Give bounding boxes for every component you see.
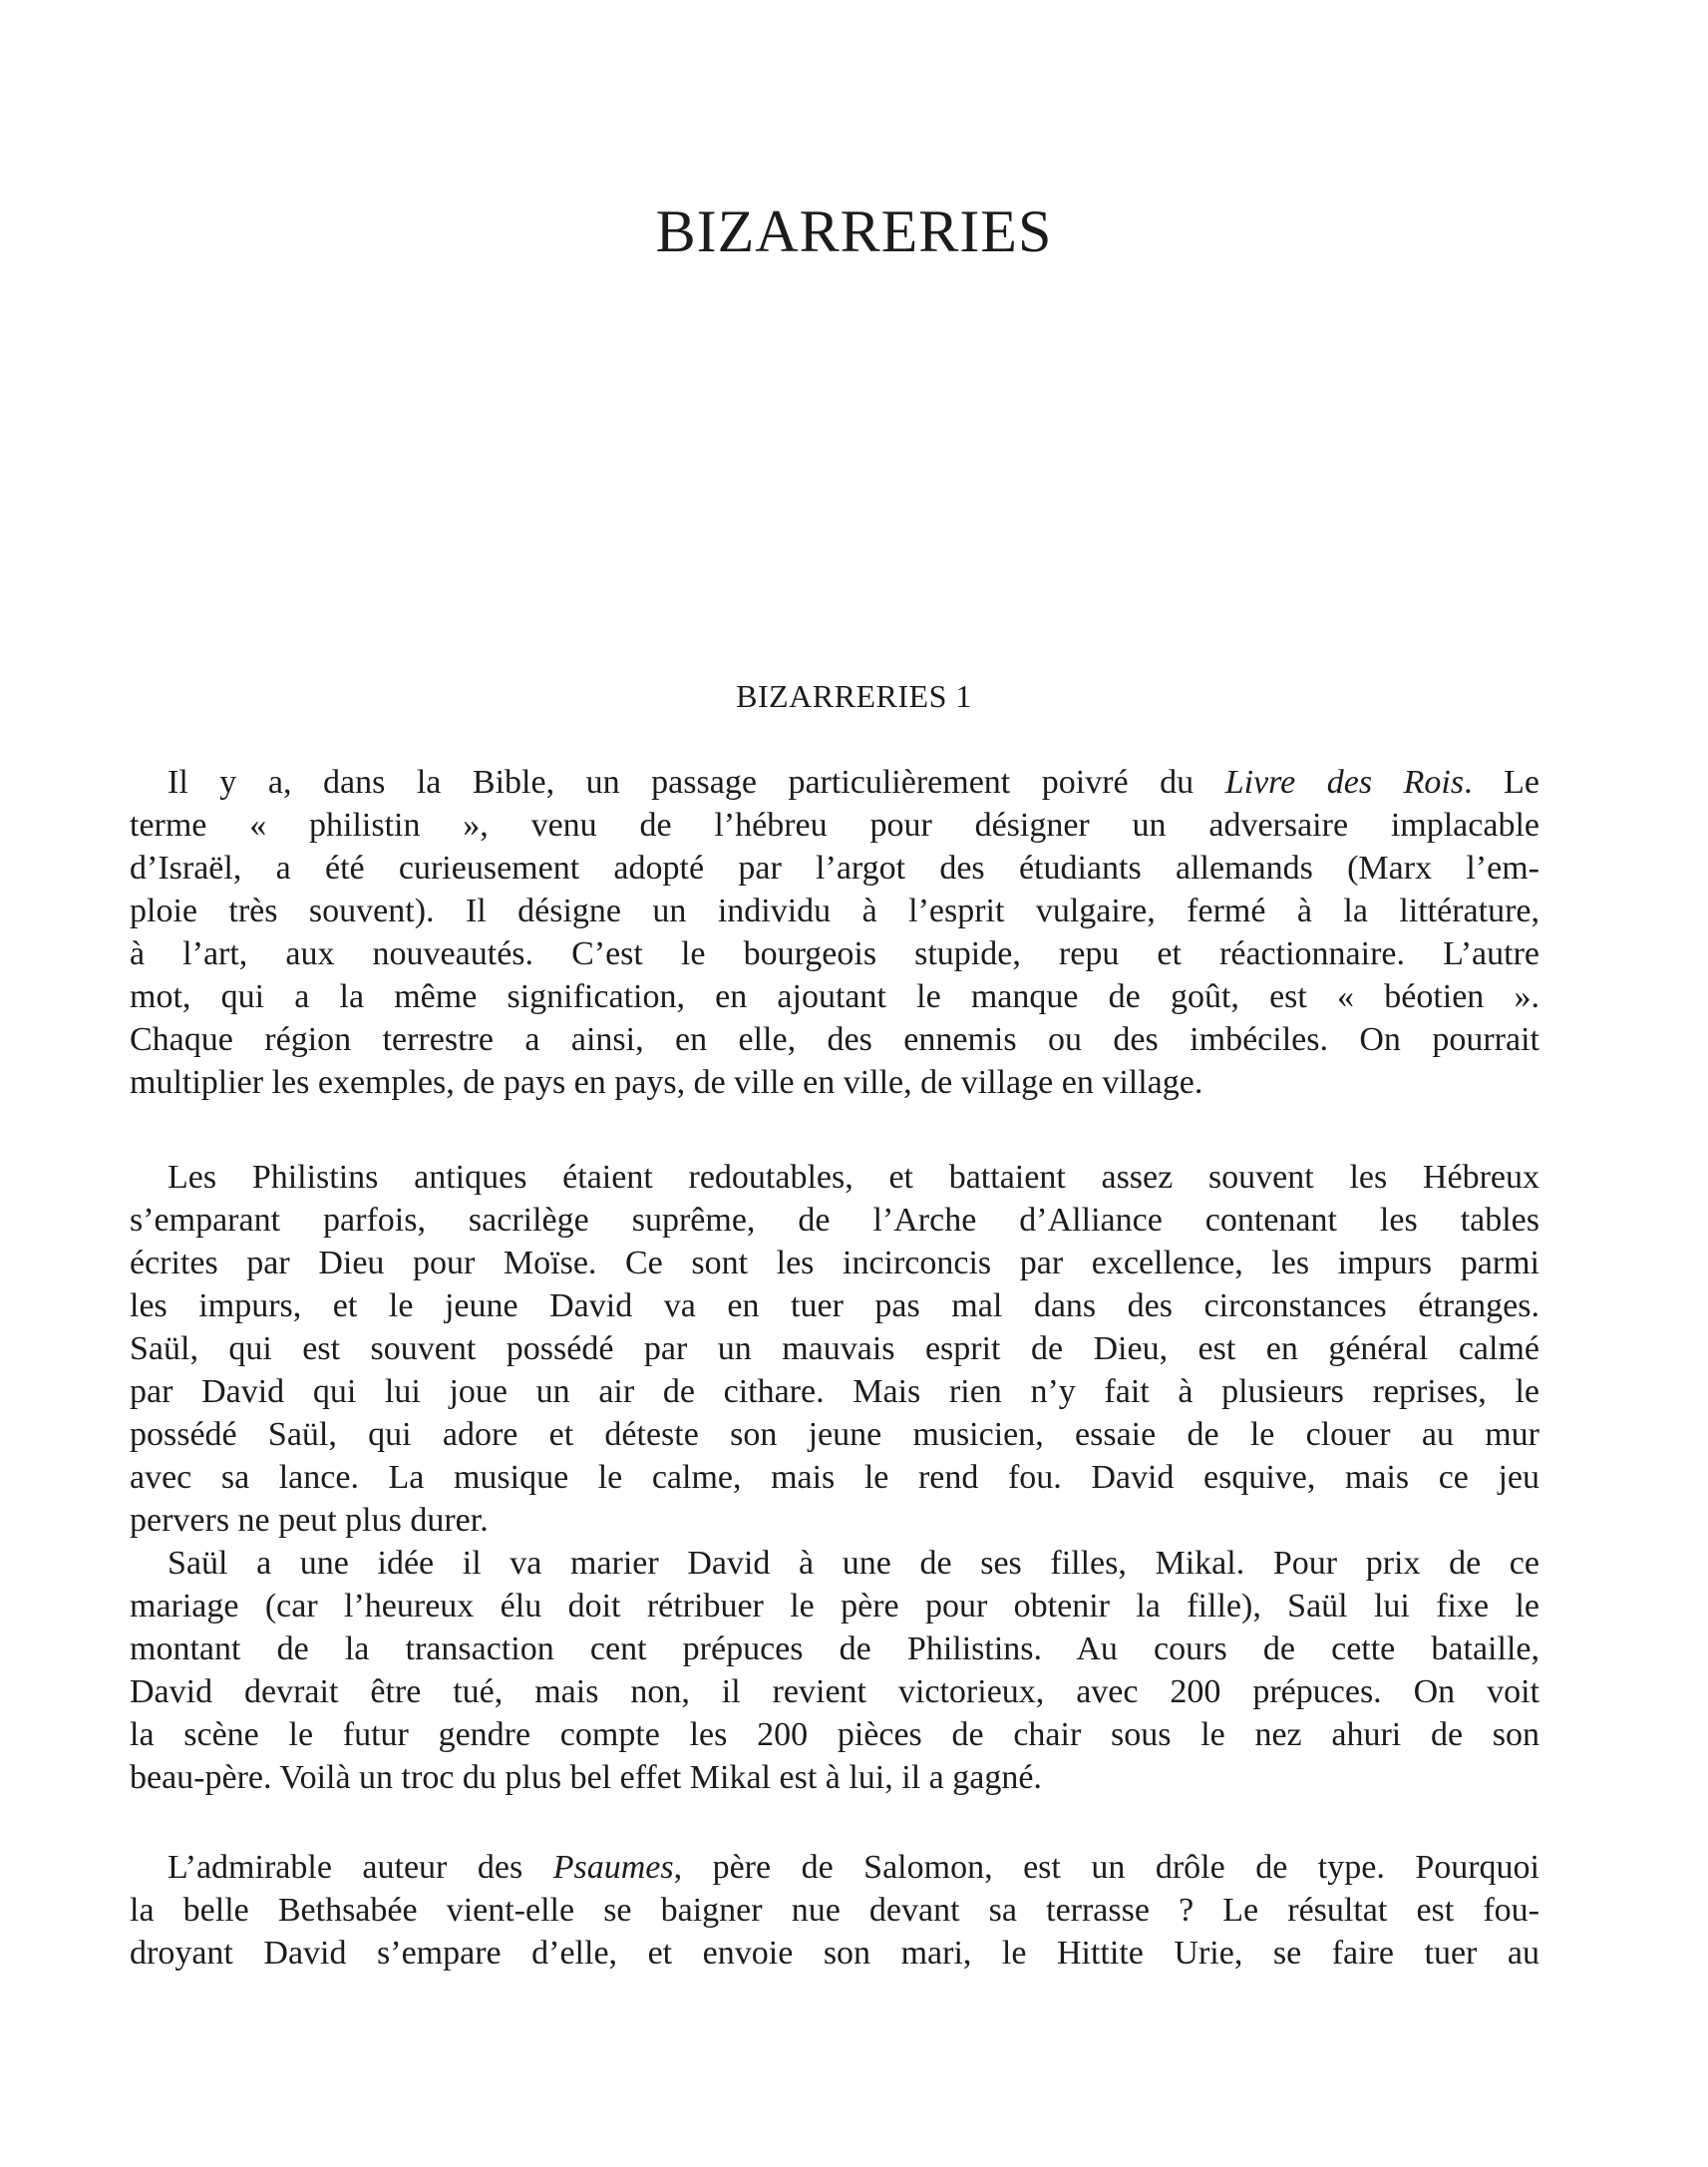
book-title-emphasis: Psaumes [552, 1849, 674, 1886]
text-line: Saül a une idée il va marier David à une de ses filles, Mikal. Pour prix de ce [168, 1545, 1539, 1582]
book-title-emphasis: Livre des Rois [1224, 764, 1465, 801]
text-line: écrites par Dieu pour Moïse. Ce sont les incirconcis par excellence, les impurs parmi [130, 1245, 1539, 1281]
text-line: mariage (car l’heureux élu doit rétribuer le père pour obtenir la fille), Saül lui fixe le [130, 1588, 1539, 1625]
text-line: terme « philistin », venu de l’hébreu pour désigner un adversaire implacable [130, 807, 1539, 844]
text-line: avec sa lance. La musique le calme, mais le rend fou. David esquive, mais ce jeu [130, 1459, 1539, 1496]
text-block-1 [130, 761, 1539, 1104]
text-line: beau-père. Voilà un troc du plus bel effet Mikal est à lui, il a gagné. [130, 1759, 1042, 1796]
text-line: pervers ne peut plus durer. [130, 1502, 489, 1539]
text-line: la scène le futur gendre compte les 200 pièces de chair sous le nez ahuri de son [130, 1716, 1539, 1753]
text-line: droyant David s’empare d’elle, et envoie son mari, le Hittite Urie, se faire tuer au [130, 1935, 1539, 1972]
text-line: Chaque région terrestre a ainsi, en elle, des ennemis ou des imbéciles. On pourrait [130, 1021, 1539, 1058]
text-line: les impurs, et le jeune David va en tuer pas mal dans des circonstances étranges. [130, 1287, 1539, 1324]
text-line: la belle Bethsabée vient-elle se baigner nue devant sa terrasse ? Le résultat est fou- [130, 1892, 1539, 1929]
text-block-2 [130, 1156, 1539, 1799]
text-block-3 [130, 1846, 1539, 1975]
text-line: d’Israël, a été curieusement adopté par l’argot des étudiants allemands (Marx l’em- [130, 850, 1539, 887]
text-line: s’emparant parfois, sacrilège suprême, de l’Arche d’Alliance contenant les tables [130, 1202, 1539, 1239]
text-line: possédé Saül, qui adore et déteste son jeune musicien, essaie de le clouer au mur [130, 1416, 1539, 1453]
text-line: Les Philistins antiques étaient redoutables, et battaient assez souvent les Hébreux [168, 1159, 1539, 1196]
text-line: montant de la transaction cent prépuces de Philistins. Au cours de cette bataille, [130, 1630, 1539, 1667]
text-line: David devrait être tué, mais non, il revient victorieux, avec 200 prépuces. On voit [130, 1673, 1539, 1710]
text-line: L’admirable auteur des Psaumes, père de Salomon, est un drôle de type. Pourquoi [168, 1849, 1539, 1886]
text-line: multiplier les exemples, de pays en pays, de ville en ville, de village en village. [130, 1064, 1203, 1101]
page-title: BIZARRERIES [655, 198, 1053, 264]
text-line: à l’art, aux nouveautés. C’est le bourgeois stupide, repu et réactionnaire. L’autre [130, 935, 1539, 972]
text-line: mot, qui a la même signification, en ajoutant le manque de goût, est « béotien ». [130, 978, 1539, 1015]
section-title: BIZARRERIES 1 [736, 678, 972, 714]
text-line: Il y a, dans la Bible, un passage particulièrement poivré du Livre des Rois. Le [168, 764, 1539, 801]
text-line: par David qui lui joue un air de cithare. Mais rien n’y fait à plusieurs reprises, le [130, 1373, 1539, 1410]
text-line: ploie très souvent). Il désigne un individu à l’esprit vulgaire, fermé à la littérature, [130, 893, 1539, 929]
text-line: Saül, qui est souvent possédé par un mauvais esprit de Dieu, est en général calmé [130, 1330, 1539, 1367]
